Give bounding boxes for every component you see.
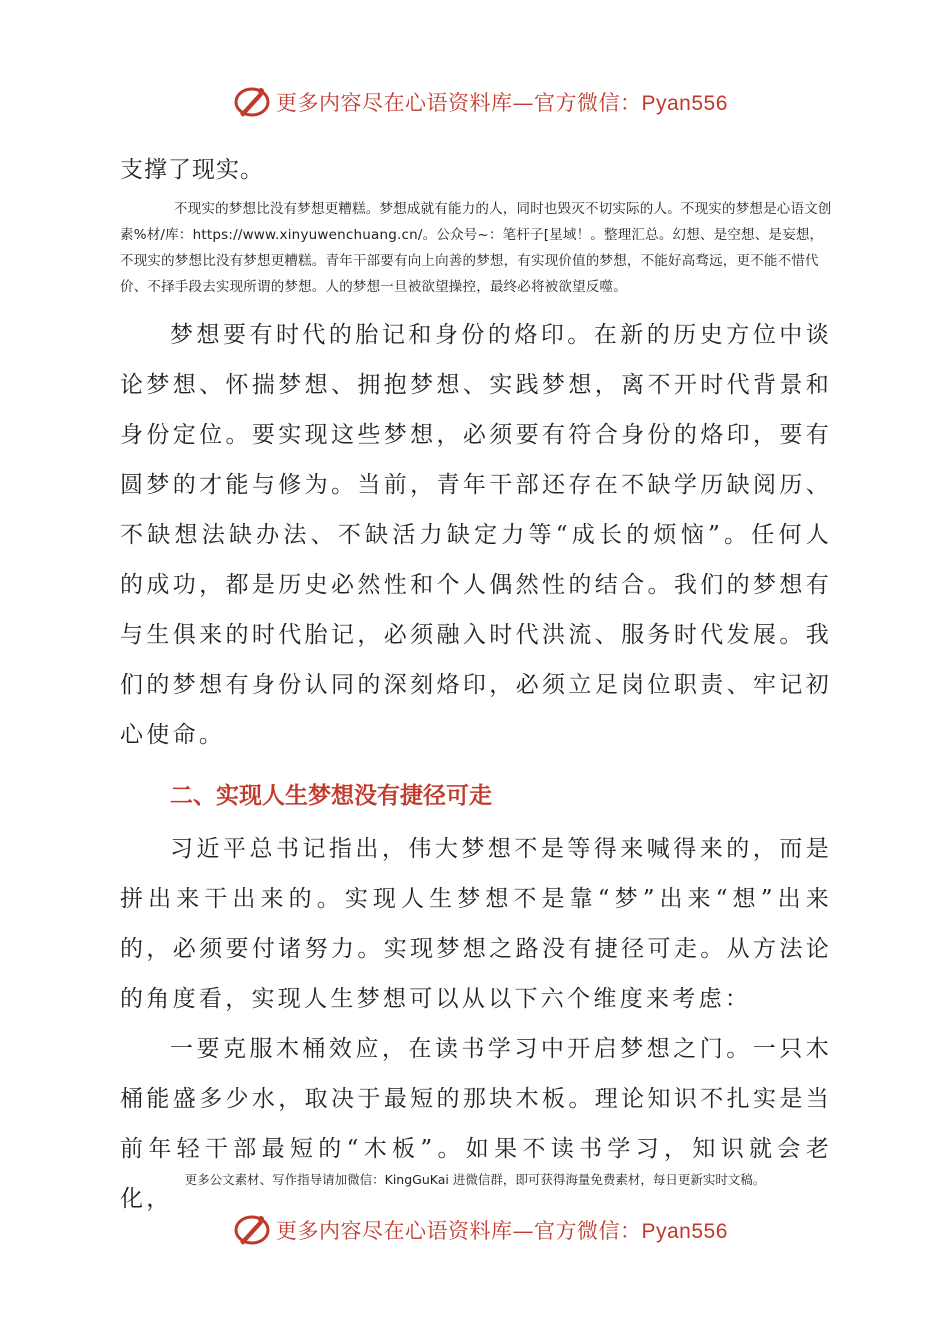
banner-text: 更多内容尽在心语资料库—官方微信：Pyan556	[276, 91, 728, 115]
small-note: 不现实的梦想比没有梦想更糟糕。梦想成就有能力的人，同时也毁灭不切实际的人。不现实的梦想是心语文创素%材/库：https://www.xinyuwenchuang.cn/。公众号~：笔杆子[星域！。整理汇总。幻想、是空想、是妄想，不现实的梦想比没有梦想更糟糕。青年干部要有向上向善的梦想，有实现价值的梦想，不能好高骛远，更不能不惜代价、不择手段去实现所谓的梦想。人的梦想一旦被欲望操控，最终必将被欲望反噬。	[120, 201, 832, 295]
pen-logo-icon	[232, 1210, 272, 1250]
paragraph-3: 一要克服木桶效应，在读书学习中开启梦想之门。一只木桶能盛多少水，取决于最短的那块木板。理论知识不扎实是当前年轻干部最短的“木板”。如果不读书学习，知识就会老化，	[120, 1036, 832, 1212]
banner-text: 更多内容尽在心语资料库—官方微信：Pyan556	[276, 1219, 728, 1243]
document-body	[120, 150, 832, 1224]
paragraph-1: 梦想要有时代的胎记和身份的烙印。在新的历史方位中谈论梦想、怀揣梦想、拥抱梦想、实践梦想，离不开时代背景和身份定位。要实现这些梦想，必须要有符合身份的烙印，要有圆梦的才能与修为。当前，青年干部还存在不缺学历缺阅历、不缺想法缺办法、不缺活力缺定力等“成长的烦恼”。任何人的成功，都是历史必然性和个人偶然性的结合。我们的梦想有与生俱来的时代胎记，必须融入时代洪流、服务时代发展。我们的梦想有身份认同的深刻烙印，必须立足岗位职责、牢记初心使命。	[120, 322, 832, 748]
header-banner	[0, 78, 950, 126]
footer-banner	[0, 1206, 950, 1254]
pen-logo-icon	[232, 82, 272, 122]
paragraph-2: 习近平总书记指出，伟大梦想不是等得来喊得来的，而是拼出来干出来的。实现人生梦想不是靠“梦”出来“想”出来的，必须要付诸努力。实现梦想之路没有捷径可走。从方法论的角度看，实现人生梦想可以从以下六个维度来考虑：	[120, 836, 832, 1012]
section-heading: 二、实现人生梦想没有捷径可走	[170, 783, 492, 809]
footer-note: 更多公文素材、写作指导请加微信：KingGuKai 进微信群，即可获得海量免费素材，每日更新实时文稿。	[184, 1172, 766, 1187]
lead-line: 支撑了现实。	[120, 157, 264, 183]
